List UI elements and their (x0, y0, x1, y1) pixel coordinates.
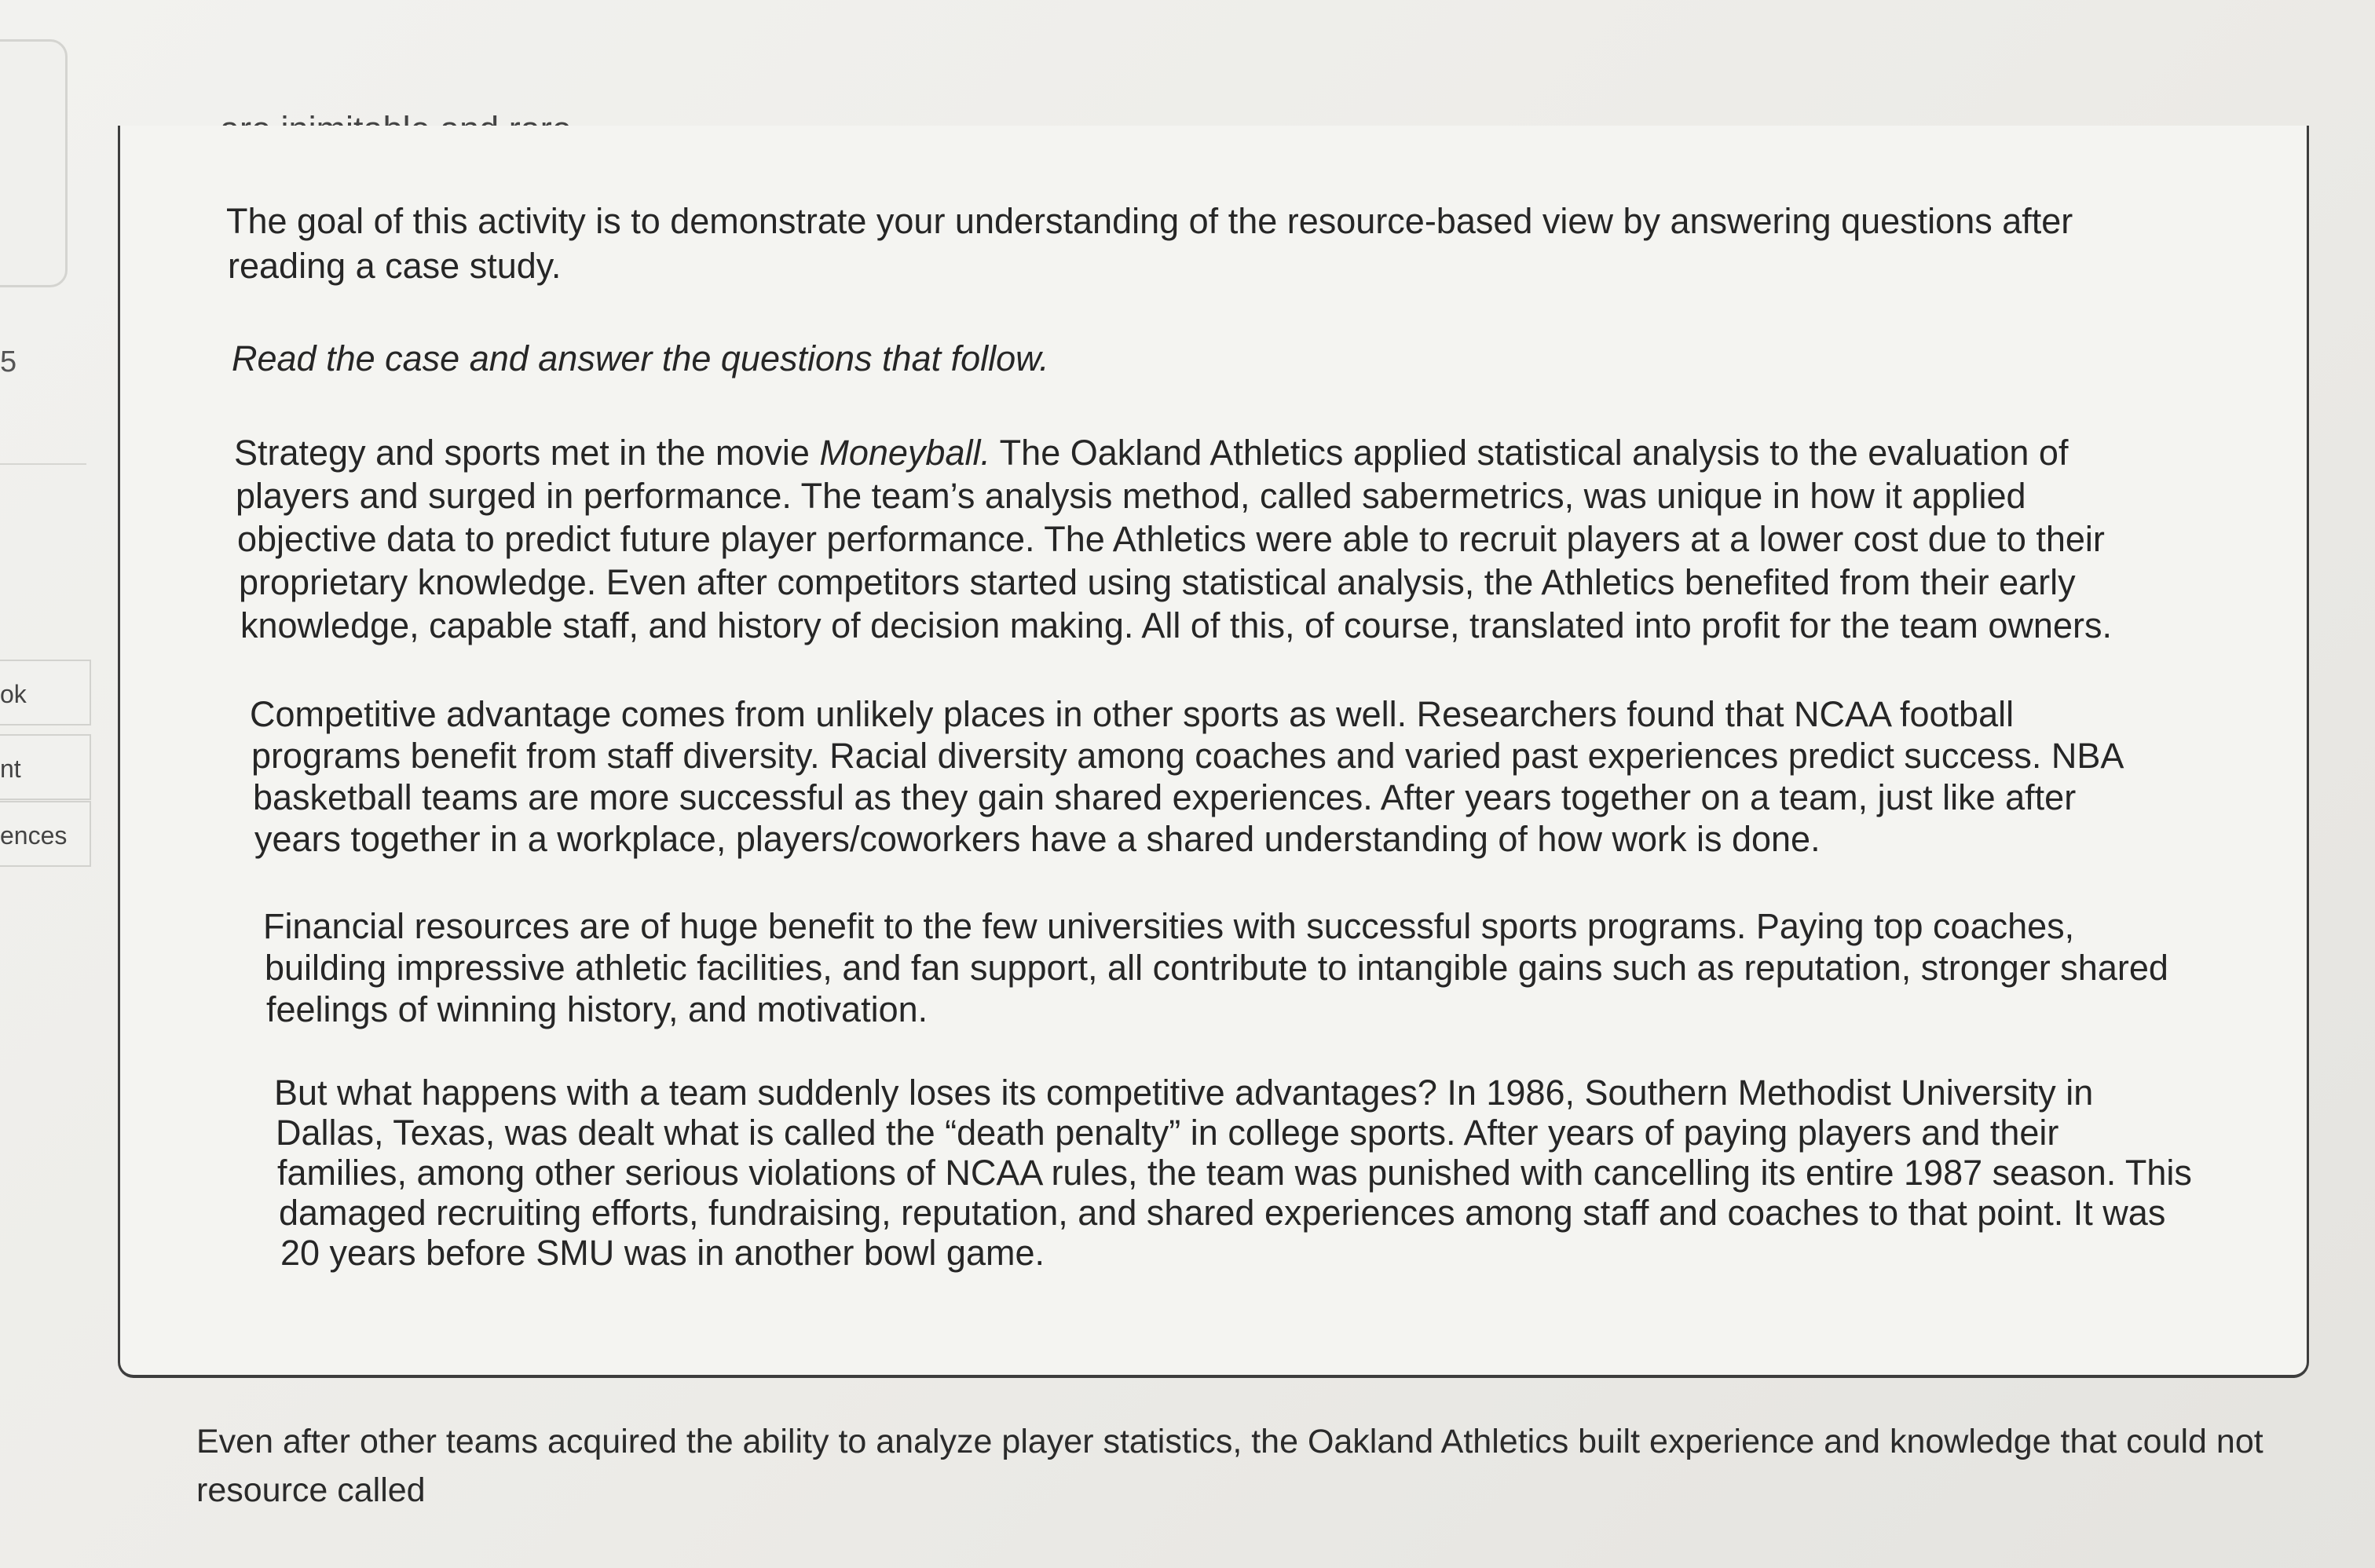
sidebar-question-number[interactable]: 5 (0, 345, 17, 378)
text-line: reading a case study. (228, 246, 562, 286)
text-line: 20 years before SMU was in another bowl game. (280, 1233, 1045, 1273)
text-line (234, 432, 2068, 474)
sidebar-item-label: nt (0, 755, 21, 783)
text-line: proprietary knowledge. Even after competitors started using statistical analysis, the Athletics benefited from their early (239, 562, 2076, 602)
text-line: knowledge, capable staff, and history of decision making. All of this, of course, translated into profit for the team owners. (240, 605, 2112, 645)
text-line: building impressive athletic facilities, and fan support, all contribute to intangible gains such as reputation, stronger shared (265, 948, 2168, 988)
text-line: Financial resources are of huge benefit to the few universities with successful sports programs. Paying top coaches, (263, 906, 2075, 946)
text-line: years together in a workplace, players/coworkers have a shared understanding of how work is done. (254, 819, 1821, 859)
sidebar-divider (0, 463, 86, 465)
question-prompt (196, 1417, 2263, 1515)
text-line: But what happens with a team suddenly loses its competitive advantages? In 1986, Southern Methodist University in (274, 1073, 2094, 1113)
text-line: programs benefit from staff diversity. Racial diversity among coaches and varied past experiences predict success. NBA (251, 736, 2124, 776)
sidebar-item-print[interactable] (0, 734, 91, 800)
text-line: The goal of this activity is to demonstrate your understanding of the resource-based view by answering questions after (226, 201, 2073, 241)
text-segment: The Oakland Athletics applied statistical analysis to the evaluation of (990, 433, 2069, 473)
text-line: basketball teams are more successful as they gain shared experiences. After years together on a team, just like after (253, 777, 2077, 817)
sidebar-item-references[interactable] (0, 801, 91, 867)
text-line: Even after other teams acquired the ability to analyze player statistics, the Oakland Athletics built experience and knowledge that could not (196, 1423, 2263, 1460)
sidebar-item-label: ok (0, 680, 27, 708)
text-line: damaged recruiting efforts, fundraising, reputation, and shared experiences among staff and coaches to that point. It was (279, 1193, 2166, 1233)
sidebar-item-label: ences (0, 821, 68, 850)
text-line: objective data to predict future player performance. The Athletics were able to recruit players at a lower cost due to their (237, 519, 2105, 559)
text-line: Dallas, Texas, was dealt what is called the “death penalty” in college sports. After years of paying players and their (276, 1113, 2059, 1153)
case-study-panel (118, 126, 2309, 1378)
text-line: resource called (196, 1471, 426, 1509)
text-line: feelings of winning history, and motivation. (266, 989, 928, 1029)
sidebar-item-ebook[interactable] (0, 660, 91, 726)
text-segment: Strategy and sports met in the movie (234, 433, 820, 473)
instruction-text: Read the case and answer the questions that follow. (232, 338, 1049, 378)
text-line: players and surged in performance. The team’s analysis method, called sabermetrics, was unique in how it applied (236, 476, 2026, 516)
movie-title: Moneyball. (819, 433, 990, 473)
sidebar-card (0, 39, 68, 287)
text-line: families, among other serious violations of NCAA rules, the team was punished with cancelling its entire 1987 season. This (277, 1153, 2192, 1193)
text-line: Competitive advantage comes from unlikely places in other sports as well. Researchers found that NCAA football (250, 694, 2015, 734)
